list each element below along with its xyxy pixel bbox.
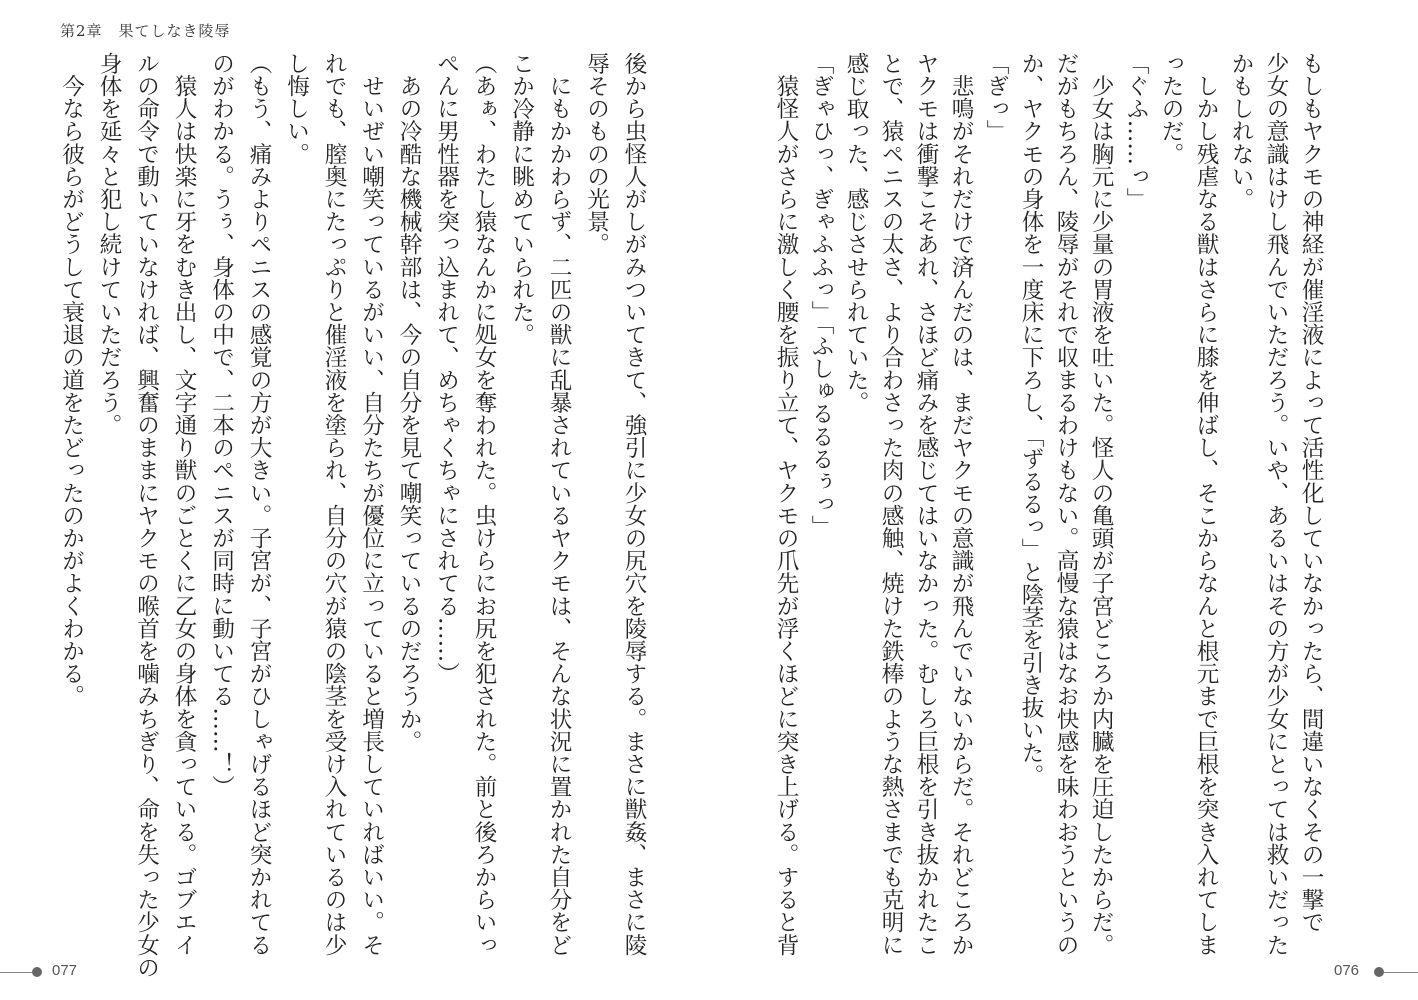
text-line: もしもヤクモの神経が催淫液によって活性化していなかったら、間違いなくその一撃で <box>1298 52 1324 934</box>
text-line: 「ぎっ」 <box>983 52 1009 143</box>
text-line: ぺんに男性器を突っ込まれて、めちゃくちゃにされてる……） <box>433 52 460 685</box>
text-line: 少女は胸元に少量の胃液を吐いた。怪人の亀頭が子宮どころか内臓を圧迫したからだ。 <box>1088 52 1114 956</box>
text-line: し悔しい。 <box>283 52 310 165</box>
text-line: れでも、膣奥にたっぷりと催淫液を塗られ、自分の穴が猿の陰茎を受け入れているのは少 <box>321 52 347 956</box>
text-line: 今なら彼らがどうして衰退の道をたどったのかがよくわかる。 <box>58 52 85 708</box>
page-number-right: 076 <box>1334 962 1360 979</box>
text-line: 悲鳴がそれだけで済んだのは、まだヤクモの意識が飛んでいないからだ。それどころか <box>948 52 974 956</box>
text-line: ったのだ。 <box>1158 52 1184 165</box>
text-line: せいぜい嘲笑っているがいい、自分たちが優位に立っていると増長していればいい。そ <box>358 52 385 956</box>
text-line: ルの命令で動いていなければ、興奮のままにヤクモの喉首を噛みちぎり、命を失った少女の <box>133 52 160 979</box>
text-line: こか冷静に眺めていられた。 <box>508 52 535 346</box>
text-line: のがわかる。うぅ、身体の中で、二本のペニスが同時に動いてる……！） <box>208 52 235 798</box>
footer-rule-right <box>1384 972 1418 973</box>
text-line: かもしれない。 <box>1228 52 1254 211</box>
text-line: （もう、痛みよりペニスの感覚の方が大きい。子宮が、子宮がひしゃげるほど突かれてる <box>246 52 272 956</box>
text-line: にもかかわらず、二匹の獣に乱暴されているヤクモは、そんな状況に置かれた自分をど <box>546 52 572 956</box>
text-line: 辱そのものの光景。 <box>583 52 610 256</box>
text-line: 後から虫怪人がしがみついてきて、強引に少女の尻穴を陵辱する。まさに獣姦、まさに陵 <box>621 52 647 956</box>
text-line: 「ぐふ……っ」 <box>1123 52 1149 211</box>
running-header: 第2章 果てしなき陵辱 <box>60 22 231 40</box>
footer-dot-left <box>32 967 42 977</box>
text-line: 感じ取った、感じさせられていた。 <box>843 52 869 414</box>
text-line: だがもちろん、陵辱がそれで収まるわけもない。高慢な猿はなお快感を味わおうというの <box>1053 52 1079 956</box>
text-line: か、ヤクモの身体を一度床に下ろし、「ずるるっ」と陰茎を引き抜いた。 <box>1018 52 1044 787</box>
text-line: 猿人は快楽に牙をむき出し、文字通り獣のごとくに乙女の身体を貪っている。ゴブエイ <box>171 52 197 956</box>
footer-rule-left <box>0 972 32 973</box>
text-line: あの冷酷な機械幹部は、今の自分を見て嘲笑っているのだろうか。 <box>396 52 422 753</box>
text-line: ヤクモは衝撃こそあれ、さほど痛みを感じてはいなかった。むしろ巨根を引き抜かれたこ <box>913 52 939 956</box>
right-page-text <box>768 52 1328 956</box>
text-line: 身体を延々と犯し続けていただろう。 <box>96 52 122 437</box>
footer-dot-right <box>1374 967 1384 977</box>
text-line: とで、猿ペニスの太さ、より合わさった肉の感触、焼けた鉄棒のような熱さまでも克明に <box>878 52 904 956</box>
text-line: （あぁ、わたし猿なんかに処女を奪われた。虫けらにお尻を犯された。前と後ろからいっ <box>471 52 497 956</box>
text-line: しかし残虐なる獣はさらに膝を伸ばし、そこからなんと根元まで巨根を突き入れてしま <box>1193 52 1219 956</box>
text-line: 猿怪人がさらに激しく腰を振り立て、ヤクモの爪先が浮くほどに突き上げる。すると背 <box>773 52 799 956</box>
text-line: 少女の意識はけし飛んでいただろう。いや、あるいはその方が少女にとっては救いだった <box>1263 52 1289 956</box>
page-number-left: 077 <box>52 962 78 979</box>
text-line: 「ぎゃひっ、ぎゃふふっ」「ふしゅるるるぅっ」 <box>808 52 834 538</box>
